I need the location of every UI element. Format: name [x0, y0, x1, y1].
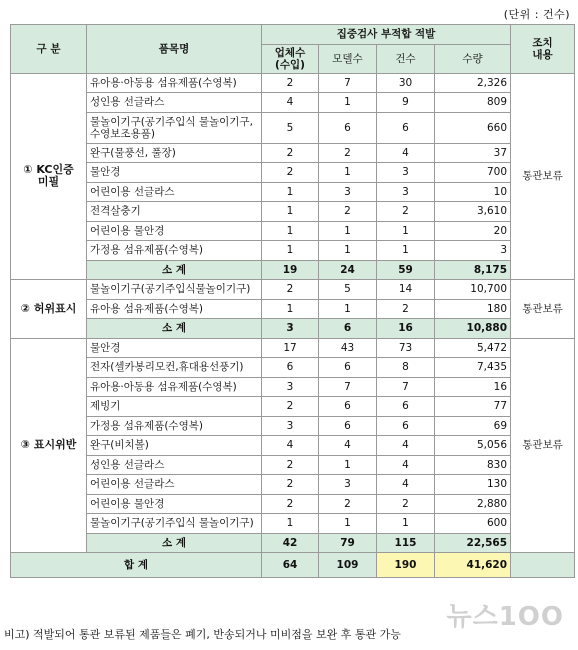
company-count: 6	[262, 358, 319, 378]
total-cases: 190	[377, 553, 435, 578]
quantity-value: 809	[435, 93, 511, 113]
header-cases: 건수	[377, 44, 435, 73]
subtotal-companies: 42	[262, 533, 319, 553]
total-models: 109	[319, 553, 377, 578]
subtotal-quantity: 8,175	[435, 260, 511, 280]
model-count: 5	[319, 280, 377, 300]
category-cell: ① KC인증 미필	[11, 73, 87, 280]
subtotal-row	[11, 319, 575, 339]
table-row	[11, 514, 575, 534]
company-count: 2	[262, 73, 319, 93]
table-row	[11, 299, 575, 319]
header-group: 집중검사 부적합 적발	[262, 25, 511, 45]
table-row	[11, 112, 575, 143]
table-row	[11, 436, 575, 456]
product-name: 어린이용 물안경	[87, 221, 262, 241]
company-count: 3	[262, 416, 319, 436]
quantity-value: 660	[435, 112, 511, 143]
model-count: 6	[319, 358, 377, 378]
model-count: 7	[319, 73, 377, 93]
company-count: 2	[262, 143, 319, 163]
case-count: 8	[377, 358, 435, 378]
quantity-value: 10	[435, 182, 511, 202]
quantity-value: 180	[435, 299, 511, 319]
product-name: 물놀이기구(공기주입식물놀이기구)	[87, 280, 262, 300]
product-name: 어린이용 물안경	[87, 494, 262, 514]
company-count: 2	[262, 475, 319, 495]
company-count: 1	[262, 241, 319, 261]
model-count: 1	[319, 455, 377, 475]
model-count: 7	[319, 377, 377, 397]
quantity-value: 37	[435, 143, 511, 163]
product-name: 물안경	[87, 338, 262, 358]
subtotal-label: 소 계	[87, 533, 262, 553]
product-name: 전격살충기	[87, 202, 262, 222]
case-count: 4	[377, 436, 435, 456]
table-row	[11, 143, 575, 163]
subtotal-row	[11, 260, 575, 280]
case-count: 2	[377, 494, 435, 514]
table-row	[11, 163, 575, 183]
product-name: 완구(비치볼)	[87, 436, 262, 456]
model-count: 2	[319, 202, 377, 222]
quantity-value: 77	[435, 397, 511, 417]
header-models: 모델수	[319, 44, 377, 73]
product-name: 제빙기	[87, 397, 262, 417]
product-name: 가정용 섬유제품(수영복)	[87, 241, 262, 261]
model-count: 6	[319, 397, 377, 417]
model-count: 2	[319, 143, 377, 163]
product-name: 가정용 섬유제품(수영복)	[87, 416, 262, 436]
company-count: 1	[262, 514, 319, 534]
case-count: 3	[377, 182, 435, 202]
quantity-value: 3,610	[435, 202, 511, 222]
quantity-value: 830	[435, 455, 511, 475]
subtotal-label: 소 계	[87, 260, 262, 280]
subtotal-quantity: 22,565	[435, 533, 511, 553]
table-row	[11, 73, 575, 93]
case-count: 73	[377, 338, 435, 358]
case-count: 6	[377, 397, 435, 417]
company-count: 5	[262, 112, 319, 143]
product-name: 물놀이기구(공기주입식 물놀이기구, 수영보조용품)	[87, 112, 262, 143]
quantity-value: 69	[435, 416, 511, 436]
model-count: 1	[319, 514, 377, 534]
table-row	[11, 416, 575, 436]
total-quantity: 41,620	[435, 553, 511, 578]
model-count: 1	[319, 241, 377, 261]
quantity-value: 5,056	[435, 436, 511, 456]
company-count: 17	[262, 338, 319, 358]
watermark-logo: 뉴스1OO	[446, 602, 564, 632]
case-count: 4	[377, 455, 435, 475]
table-row	[11, 93, 575, 113]
header-companies: 업체수 (수입)	[262, 44, 319, 73]
unit-label: (단위 : 건수)	[503, 8, 570, 21]
case-count: 30	[377, 73, 435, 93]
company-count: 4	[262, 93, 319, 113]
model-count: 1	[319, 93, 377, 113]
case-count: 1	[377, 221, 435, 241]
company-count: 1	[262, 299, 319, 319]
total-companies: 64	[262, 553, 319, 578]
company-count: 4	[262, 436, 319, 456]
quantity-value: 2,326	[435, 73, 511, 93]
table-row	[11, 494, 575, 514]
header-product: 품목명	[87, 25, 262, 74]
header-quantity: 수량	[435, 44, 511, 73]
company-count: 2	[262, 280, 319, 300]
subtotal-cases: 59	[377, 260, 435, 280]
model-count: 1	[319, 299, 377, 319]
total-action-empty	[511, 553, 575, 578]
product-name: 물안경	[87, 163, 262, 183]
case-count: 6	[377, 112, 435, 143]
company-count: 2	[262, 494, 319, 514]
case-count: 1	[377, 514, 435, 534]
quantity-value: 10,700	[435, 280, 511, 300]
table-row	[11, 377, 575, 397]
table-row	[11, 397, 575, 417]
product-name: 성인용 선글라스	[87, 93, 262, 113]
quantity-value: 130	[435, 475, 511, 495]
table-row	[11, 338, 575, 358]
subtotal-cases: 115	[377, 533, 435, 553]
subtotal-row	[11, 533, 575, 553]
header-row-1	[11, 25, 575, 45]
case-count: 2	[377, 202, 435, 222]
case-count: 14	[377, 280, 435, 300]
subtotal-cases: 16	[377, 319, 435, 339]
action-cell: 통관보류	[511, 280, 575, 339]
inspection-results-table	[10, 24, 575, 578]
action-cell: 통관보류	[511, 338, 575, 553]
action-cell: 통관보류	[511, 73, 575, 280]
product-name: 물놀이기구(공기주입식 물놀이기구)	[87, 514, 262, 534]
table-row	[11, 475, 575, 495]
company-count: 2	[262, 163, 319, 183]
subtotal-companies: 3	[262, 319, 319, 339]
total-row	[11, 553, 575, 578]
product-name: 유아용·아동용 섬유제품(수영복)	[87, 73, 262, 93]
footnote: 비고) 적발되어 통관 보류된 제품들은 폐기, 반송되거나 미비점을 보완 후 통관 가능	[4, 628, 401, 641]
product-name: 유아용·아동용 섬유제품(수영복)	[87, 377, 262, 397]
subtotal-models: 79	[319, 533, 377, 553]
product-name: 성인용 선글라스	[87, 455, 262, 475]
table-row	[11, 280, 575, 300]
category-cell: ② 허위표시	[11, 280, 87, 339]
table-body	[11, 25, 575, 578]
case-count: 3	[377, 163, 435, 183]
model-count: 6	[319, 112, 377, 143]
total-label: 합 계	[11, 553, 262, 578]
case-count: 9	[377, 93, 435, 113]
case-count: 7	[377, 377, 435, 397]
subtotal-quantity: 10,880	[435, 319, 511, 339]
model-count: 1	[319, 163, 377, 183]
model-count: 3	[319, 475, 377, 495]
case-count: 2	[377, 299, 435, 319]
quantity-value: 7,435	[435, 358, 511, 378]
subtotal-companies: 19	[262, 260, 319, 280]
product-name: 전자(셀카봉리모컨,휴대용선풍기)	[87, 358, 262, 378]
company-count: 2	[262, 397, 319, 417]
subtotal-models: 24	[319, 260, 377, 280]
table-row	[11, 202, 575, 222]
quantity-value: 3	[435, 241, 511, 261]
company-count: 1	[262, 221, 319, 241]
header-action: 조치 내용	[511, 25, 575, 74]
subtotal-label: 소 계	[87, 319, 262, 339]
company-count: 1	[262, 202, 319, 222]
model-count: 2	[319, 494, 377, 514]
subtotal-models: 6	[319, 319, 377, 339]
company-count: 1	[262, 182, 319, 202]
product-name: 완구(물풍선, 풀장)	[87, 143, 262, 163]
table-row	[11, 221, 575, 241]
quantity-value: 600	[435, 514, 511, 534]
case-count: 6	[377, 416, 435, 436]
quantity-value: 16	[435, 377, 511, 397]
model-count: 4	[319, 436, 377, 456]
product-name: 유아용 섬유제품(수영복)	[87, 299, 262, 319]
category-cell: ③ 표시위반	[11, 338, 87, 553]
case-count: 4	[377, 475, 435, 495]
quantity-value: 20	[435, 221, 511, 241]
product-name: 어린이용 선글라스	[87, 475, 262, 495]
header-category: 구 분	[11, 25, 87, 74]
model-count: 43	[319, 338, 377, 358]
table-row	[11, 182, 575, 202]
table-row	[11, 241, 575, 261]
quantity-value: 700	[435, 163, 511, 183]
model-count: 6	[319, 416, 377, 436]
model-count: 3	[319, 182, 377, 202]
quantity-value: 5,472	[435, 338, 511, 358]
case-count: 4	[377, 143, 435, 163]
company-count: 3	[262, 377, 319, 397]
quantity-value: 2,880	[435, 494, 511, 514]
company-count: 2	[262, 455, 319, 475]
table-row	[11, 358, 575, 378]
model-count: 1	[319, 221, 377, 241]
table-row	[11, 455, 575, 475]
case-count: 1	[377, 241, 435, 261]
product-name: 어린이용 선글라스	[87, 182, 262, 202]
